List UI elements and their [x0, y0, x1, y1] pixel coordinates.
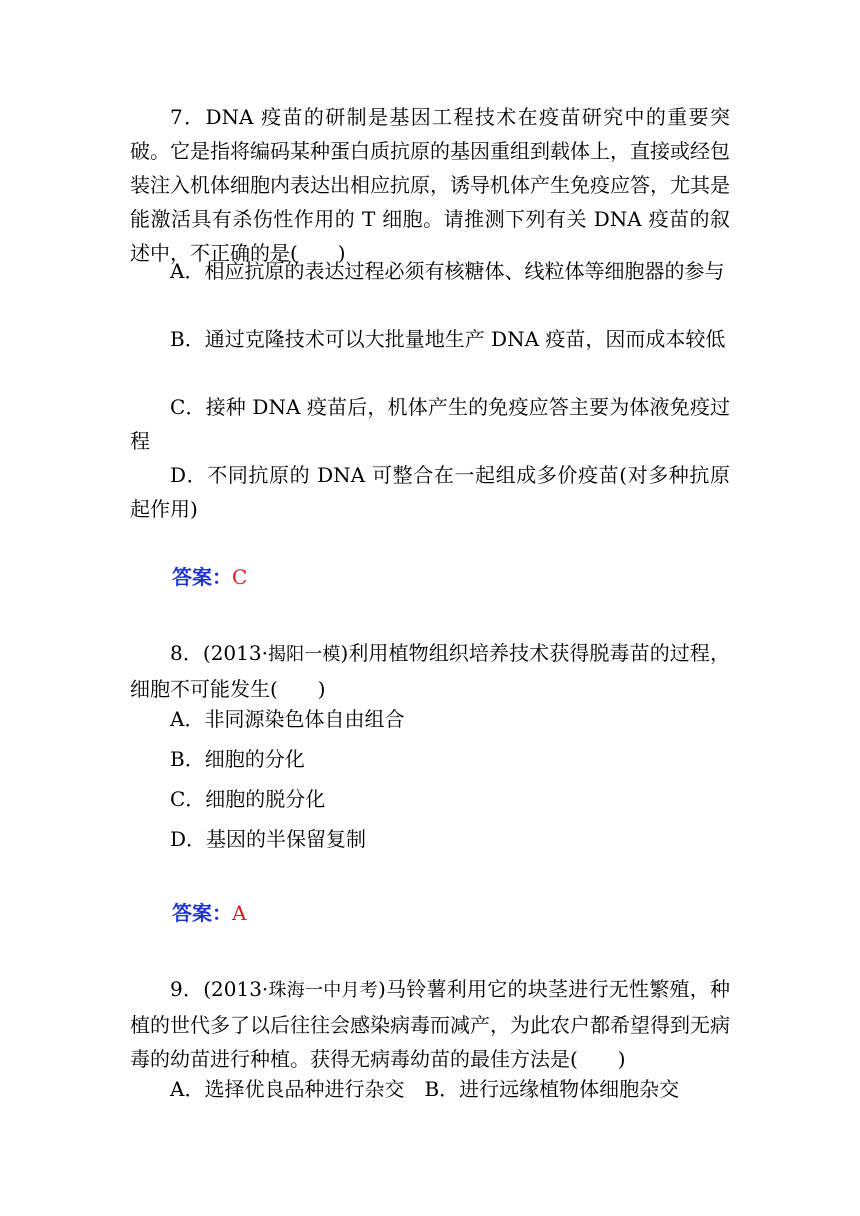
question-7-option-d: D．不同抗原的 DNA 可整合在一起组成多价疫苗(对多种抗原起作用): [130, 463, 730, 521]
answer-value: A: [232, 901, 247, 925]
question-9-options-ab: A．选择优良品种进行杂交 B．进行远缘植物体细胞杂交: [170, 1077, 680, 1101]
question-8-number: 8．(2013·: [170, 641, 268, 665]
question-9-number: 9．(2013·: [170, 977, 269, 1001]
question-8-option-c: C．细胞的脱分化: [170, 787, 326, 811]
question-8-stem-text: )利用植物组织培养技术获得脱毒苗的过程，细胞不可能发生( ): [130, 641, 730, 701]
question-7-option-c: C．接种 DNA 疫苗后，机体产生的免疫应答主要为体液免疫过程: [130, 395, 730, 453]
answer-value: C: [232, 565, 248, 589]
question-8-option-a: A．非同源染色体自由组合: [170, 707, 405, 731]
question-9-source: 珠海一中月考: [268, 980, 379, 1001]
question-8-stem: [130, 636, 730, 706]
question-7-option-b: B．通过克隆技术可以大批量地生产 DNA 疫苗，因而成本较低: [170, 327, 726, 351]
question-8-source: 揭阳一模: [267, 644, 341, 665]
answer-label: 答案：: [172, 565, 232, 589]
question-8-option-b: B．细胞的分化: [170, 747, 305, 771]
question-9-stem: [130, 972, 730, 1076]
question-7-option-a: A．相应抗原的表达过程必须有核糖体、线粒体等细胞器的参与: [170, 259, 725, 283]
question-7-answer: [172, 560, 247, 594]
question-8-option-d: D．基因的半保留复制: [170, 827, 367, 851]
question-7-stem: 7．DNA 疫苗的研制是基因工程技术在疫苗研究中的重要突破。它是指将编码某种蛋白质抗原的基因重组到载体上，直接或经包装注入机体细胞内表达出相应抗原，诱导机体产生免疫应答，尤其是能激活具有杀伤性作用的 T 细胞。请推测下列有关 DNA 疫苗的叙述中，不正确的是( ): [130, 105, 730, 265]
question-8-answer: [172, 896, 246, 930]
answer-label: 答案：: [172, 901, 232, 925]
question-9-stem-text: )马铃薯利用它的块茎进行无性繁殖，种植的世代多了以后往往会感染病毒而减产，为此农户都希望得到无病毒的幼苗进行种植。获得无病毒幼苗的最佳方法是( ): [130, 977, 730, 1071]
